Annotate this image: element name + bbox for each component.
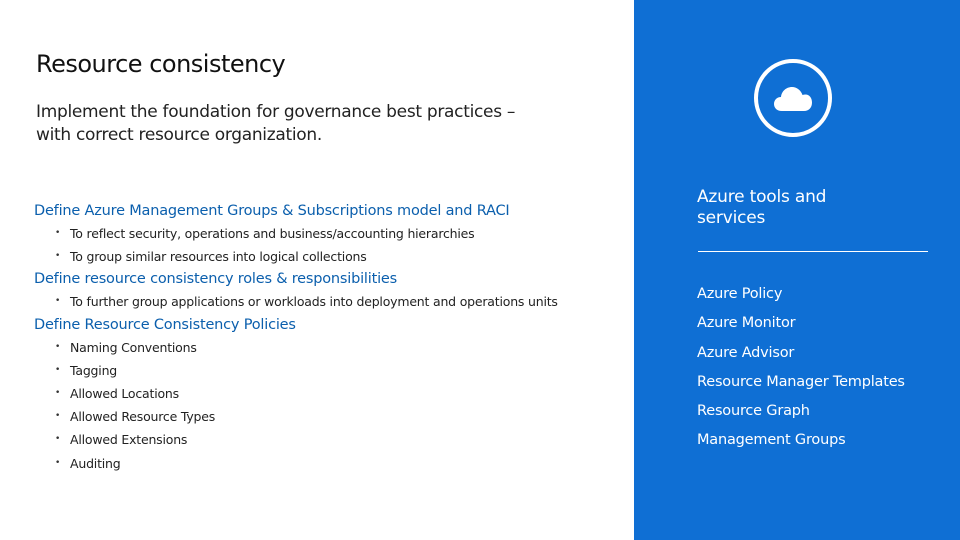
tool-azure-policy: Azure Policy	[697, 286, 783, 302]
bullet-text: To further group applications or workloads into deployment and operations units	[70, 294, 558, 310]
bullet-icon: •	[55, 341, 61, 352]
bullet-item	[34, 336, 624, 359]
section-heading: Define Azure Management Groups & Subscriptions model and RACI	[34, 203, 510, 219]
section-management-groups	[34, 200, 624, 268]
bullet-item	[34, 290, 624, 313]
bullet-list	[34, 336, 624, 475]
section-heading: Define resource consistency roles & responsibilities	[34, 271, 397, 288]
bullet-list	[34, 290, 624, 313]
section-policies	[34, 314, 624, 475]
tools-list	[697, 280, 905, 456]
bullet-item	[34, 428, 624, 451]
bullet-icon: •	[55, 296, 61, 307]
bullet-text: Allowed Extensions	[70, 432, 188, 448]
bullet-icon: •	[55, 228, 61, 238]
bullet-list	[34, 222, 624, 268]
bullet-item	[34, 405, 624, 428]
tool-azure-advisor: Azure Advisor	[697, 344, 795, 361]
sections-list	[34, 200, 624, 475]
bullet-text: Auditing	[70, 455, 121, 471]
bullet-icon: •	[55, 387, 61, 398]
cloud-icon	[754, 59, 832, 137]
sidebar-heading	[697, 187, 917, 229]
slide-title: Resource consistency	[36, 50, 286, 78]
bullet-item	[34, 245, 624, 268]
section-heading: Define Resource Consistency Policies	[34, 316, 296, 333]
bullet-item	[34, 359, 624, 382]
bullet-text: To reflect security, operations and business/accounting hierarchies	[70, 226, 475, 241]
bullet-icon: •	[55, 411, 61, 422]
sidebar-divider	[698, 251, 928, 252]
tools-sidebar	[634, 0, 960, 540]
tool-management-groups: Management Groups	[697, 432, 846, 449]
bullet-item	[34, 222, 624, 245]
tool-azure-monitor: Azure Monitor	[697, 315, 796, 332]
slide-subtitle	[36, 101, 596, 147]
bullet-icon: •	[55, 457, 61, 468]
bullet-icon: •	[55, 434, 61, 445]
bullet-text: Naming Conventions	[70, 339, 197, 355]
tool-resource-manager-templates: Resource Manager Templates	[697, 373, 905, 390]
subtitle-line-2: with correct resource organization.	[36, 125, 322, 145]
sidebar-heading-line-2: services	[697, 208, 766, 228]
cloud-icon-shape	[773, 85, 813, 113]
section-roles	[34, 268, 624, 313]
bullet-text: Allowed Resource Types	[70, 409, 216, 425]
bullet-text: Allowed Locations	[70, 385, 179, 401]
bullet-icon: •	[55, 251, 61, 262]
bullet-text: To group similar resources into logical collections	[70, 249, 367, 265]
bullet-icon: •	[55, 364, 61, 375]
sidebar-heading-line-1: Azure tools and	[697, 187, 827, 207]
tool-resource-graph: Resource Graph	[697, 403, 810, 420]
bullet-item	[34, 382, 624, 405]
bullet-item	[34, 452, 624, 475]
bullet-text: Tagging	[70, 362, 118, 378]
subtitle-line-1: Implement the foundation for governance best practices –	[36, 102, 516, 122]
